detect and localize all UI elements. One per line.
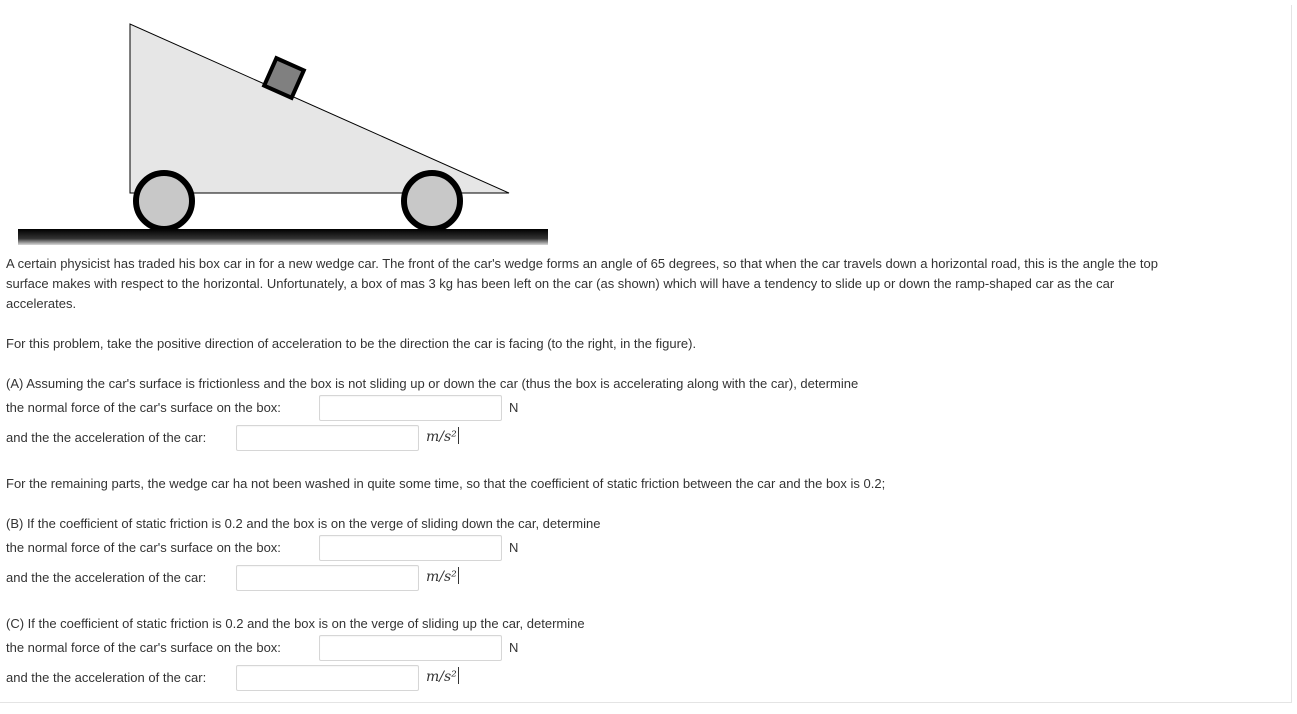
part-c-prompt: (C) If the coefficient of static friction is 0.2 and the box is on the verge of sliding up the car, determine — [6, 616, 585, 631]
intro-line-3: accelerates. — [6, 296, 77, 311]
part-b-accel-unit[interactable] — [426, 567, 459, 587]
part-b-accel-label: and the the acceleration of the car: — [6, 570, 207, 585]
wedge-car-figure — [8, 5, 568, 252]
road — [18, 229, 548, 245]
part-a-normal-unit: N — [509, 400, 519, 415]
intro-line-2: surface makes with respect to the horizontal. Unfortunately, a box of mas 3 kg has been left on the car (as shown) which will have a tendency to slide up or down the ramp-shaped car as the car — [6, 276, 1115, 291]
part-b-normal-unit: N — [509, 540, 519, 555]
part-c-accel-label: and the the acceleration of the car: — [6, 670, 207, 685]
part-c-normal-force-input[interactable] — [319, 635, 502, 661]
part-a-accel-unit-text: m/s² — [426, 429, 457, 445]
part-a-acceleration-input[interactable] — [236, 425, 419, 451]
friction-note: For the remaining parts, the wedge car ha not been washed in quite some time, so that the coefficient of static friction between the car and the box is 0.2; — [6, 476, 886, 491]
part-c-acceleration-input[interactable] — [236, 665, 419, 691]
part-a-accel-label: and the the acceleration of the car: — [6, 430, 207, 445]
part-b-normal-force-input[interactable] — [319, 535, 502, 561]
text-caret — [458, 427, 459, 444]
part-a-normal-label: the normal force of the car's surface on the box: — [6, 400, 281, 415]
part-b-acceleration-input[interactable] — [236, 565, 419, 591]
direction-note: For this problem, take the positive direction of acceleration to be the direction the car is facing (to the right, in the figure). — [6, 336, 697, 351]
part-c-normal-label: the normal force of the car's surface on the box: — [6, 640, 281, 655]
text-caret — [458, 567, 459, 584]
part-a-prompt: (A) Assuming the car's surface is frictionless and the box is not sliding up or down the car (thus the box is accelerating along with the car), determine — [6, 376, 859, 391]
front-wheel — [404, 173, 460, 229]
part-b-prompt: (B) If the coefficient of static friction is 0.2 and the box is on the verge of sliding down the car, determine — [6, 516, 601, 531]
part-c-accel-unit[interactable] — [426, 667, 459, 687]
text-caret — [458, 667, 459, 684]
part-a-normal-force-input[interactable] — [319, 395, 502, 421]
part-b-accel-unit-text: m/s² — [426, 569, 457, 585]
part-a-accel-unit[interactable] — [426, 427, 459, 447]
part-c-normal-unit: N — [509, 640, 519, 655]
part-c-accel-unit-text: m/s² — [426, 669, 457, 685]
wedge-body — [130, 24, 509, 193]
part-b-normal-label: the normal force of the car's surface on the box: — [6, 540, 281, 555]
rear-wheel — [136, 173, 192, 229]
intro-line-1: A certain physicist has traded his box car in for a new wedge car. The front of the car's wedge forms an angle of 65 degrees, so that when the car travels down a horizontal road, this is the angle the top — [6, 256, 1158, 271]
